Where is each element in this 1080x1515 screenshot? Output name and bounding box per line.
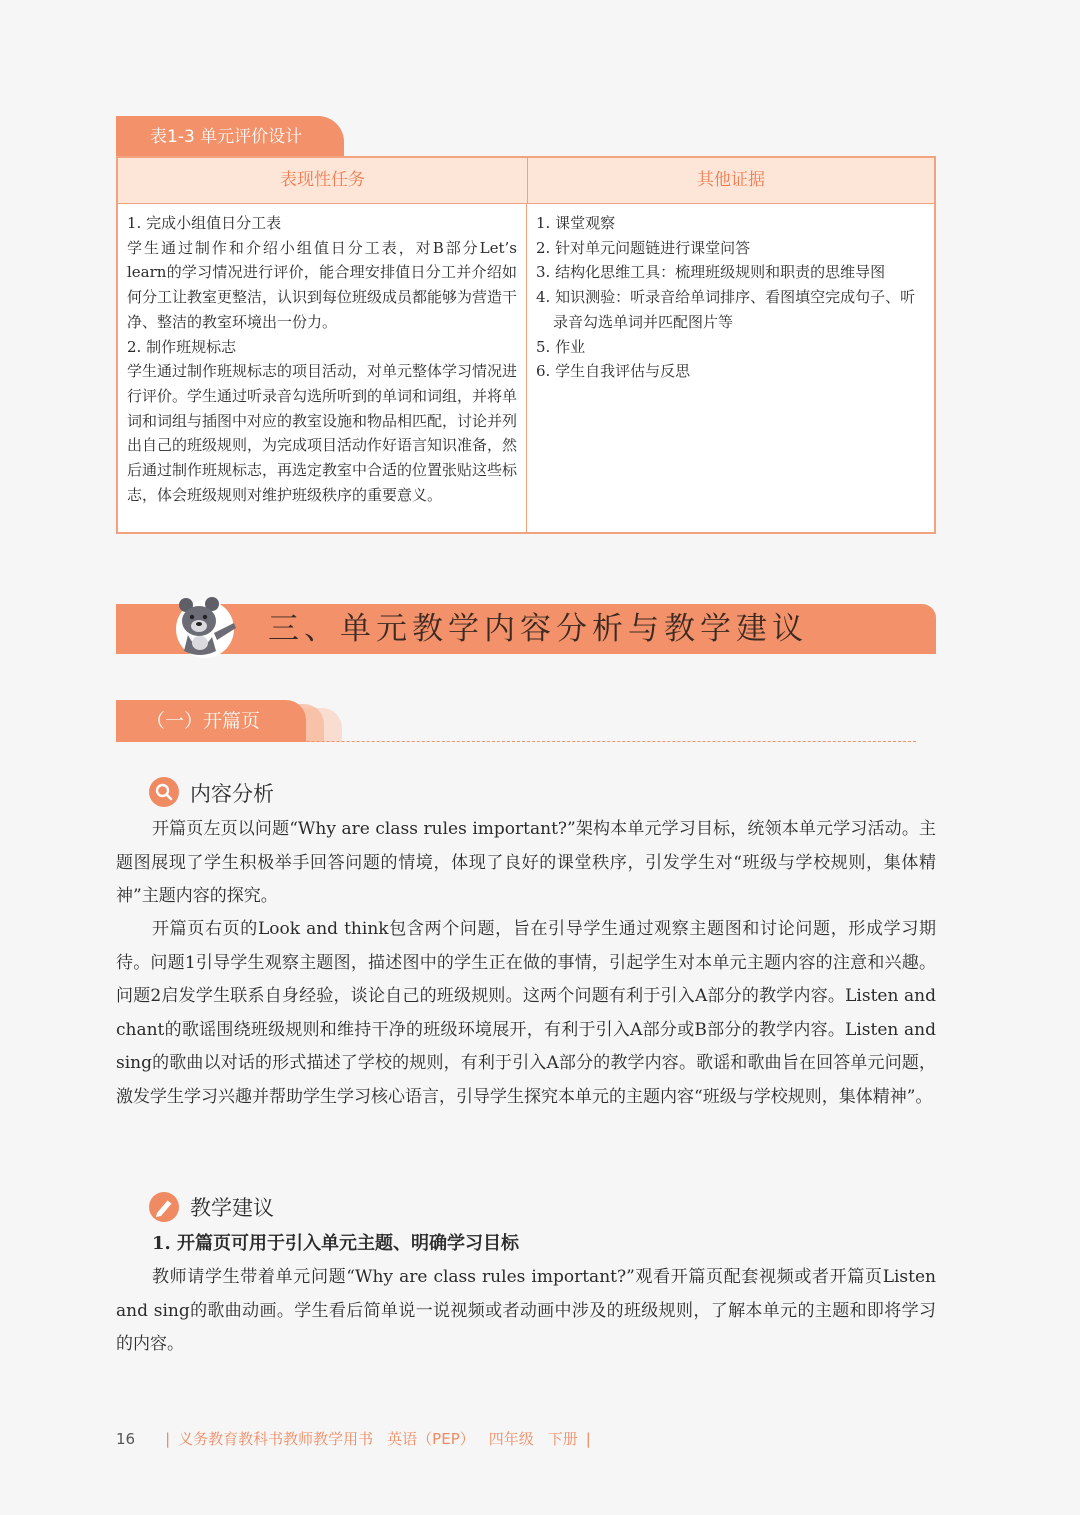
page-footer: 16 | 义务教育教科书教师教学用书 英语（PEP） 四年级 下册 | bbox=[116, 1430, 591, 1448]
table-caption: 表1-3 单元评价设计 bbox=[116, 116, 344, 158]
magnifier-icon bbox=[148, 776, 180, 808]
table-body-row bbox=[118, 204, 934, 533]
footer-grade: 四年级 bbox=[488, 1430, 534, 1448]
header-performance-tasks: 表现性任务 bbox=[118, 158, 528, 203]
dashed-divider bbox=[116, 741, 916, 742]
subsection-title: （一）开篇页 bbox=[116, 700, 306, 742]
footer-book-title: 义务教育教科书教师教学用书 bbox=[178, 1430, 374, 1448]
evidence-item: 2. 针对单元问题链进行课堂问答 bbox=[536, 238, 751, 257]
evidence-item: 1. 课堂观察 bbox=[536, 214, 616, 232]
other-evidence-cell bbox=[527, 204, 934, 533]
section-title: 三、单元教学内容分析与教学建议 bbox=[268, 611, 808, 647]
teaching-suggestion-heading: 教学建议 bbox=[190, 1196, 274, 1220]
footer-subject: 英语（PEP） bbox=[387, 1430, 475, 1448]
performance-tasks-cell: 1. 完成小组值日分工表 学生通过制作和介绍小组值日分工表，对B部分Let’s learn的学习情况进行评价，能合理安排值日分工并介绍如何分工让教室更整洁，认识到每位班级成员都能够为营造干净、整洁的教室环境出一份力。 2. 制作班规标志 学生通过制作班规标志的项目活动，对单元整体学习情况进行评价。学生通过听录音勾选所听到的单词和词组，并将单词和词组与插图中对应的教室设施和物品相匹配，讨论并列出自己的班级规则，为完成项目活动作好语言知识准备，然后通过制作班规标志，再选定教室中合适的位置张贴这些标志，体会班级规则对维护班级秩序的重要意义。 bbox=[118, 204, 527, 533]
evidence-item: 3. 结构化思维工具：梳理班级规则和职责的思维导图 bbox=[536, 263, 886, 282]
table-header-row bbox=[118, 158, 934, 204]
suggestion-item-1-text: 教师请学生带着单元问题“Why are class rules important?”观看开篇页配套视频或者开篇页Listen and sing的歌曲动画。学生看后简单说一说视频或者动画中涉及的班级规则，了解本单元的主题和即将学习的内容。 bbox=[116, 1267, 936, 1354]
evidence-item: 6. 学生自我评估与反思 bbox=[536, 362, 691, 381]
content-analysis-paragraph-2: 开篇页右页的Look and think包含两个问题，旨在引导学生通过观察主题图和讨论问题，形成学习期待。问题1引导学生观察主题图，描述图中的学生正在做的事情，引起学生对本单元主题内容的注意和兴趣。问题2启发学生联系自身经验，谈论自己的班级规则。这两个问题有利于引入A部分的教学内容。Listen and chant的歌谣围绕班级规则和维持干净的班级环境展开，有利于引入A部分或B部分的教学内容。Listen and sing的歌曲以对话的形式描述了学校的规则，有利于引入A部分的教学内容。歌谣和歌曲旨在回答单元问题，激发学生学习兴趣并帮助学生学习核心语言，引导学生探究本单元的主题内容“班级与学校规则，集体精神”。 bbox=[116, 919, 936, 1107]
evidence-item: 4. 知识测验：听录音给单词排序、看图填空完成句子、听录音勾选单词并匹配图片等 bbox=[536, 288, 916, 331]
suggestion-item-1-title: 1. 开篇页可用于引入单元主题、明确学习目标 bbox=[152, 1233, 520, 1254]
bear-mascot-icon bbox=[172, 593, 242, 659]
evaluation-table bbox=[116, 156, 936, 534]
header-other-evidence: 其他证据 bbox=[697, 170, 765, 190]
page-number: 16 bbox=[116, 1430, 136, 1448]
footer-volume: 下册 bbox=[547, 1430, 578, 1448]
content-analysis-paragraph-1: 开篇页左页以问题“Why are class rules important?”架构本单元学习目标，统领本单元学习活动。主题图展现了学生积极举手回答问题的情境，体现了良好的课堂秩序，引发学生对“班级与学校规则，集体精神”主题内容的探究。 bbox=[116, 819, 936, 906]
evidence-item: 5. 作业 bbox=[536, 337, 586, 356]
pencil-icon bbox=[148, 1191, 180, 1223]
content-analysis-heading: 内容分析 bbox=[190, 782, 274, 806]
